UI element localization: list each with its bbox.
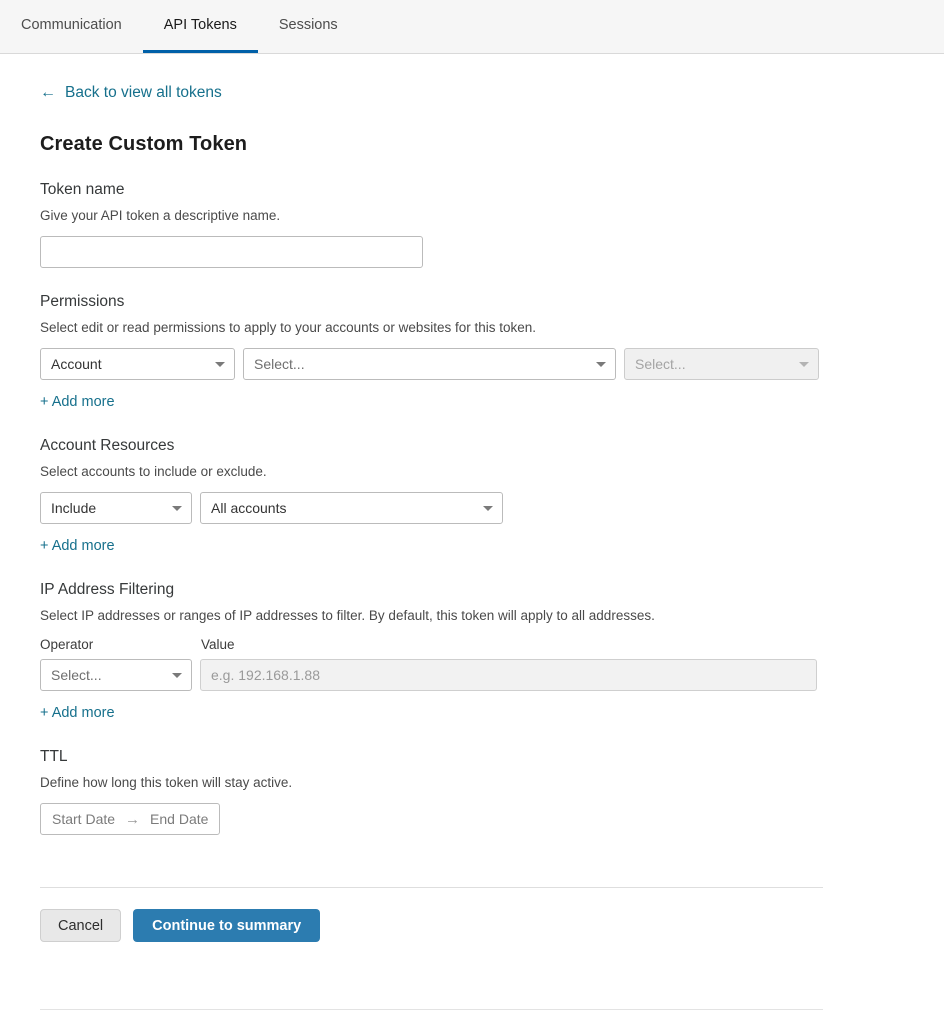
arrow-left-icon: ← (40, 84, 56, 101)
back-to-tokens-link[interactable] (40, 84, 222, 102)
section-token-name (40, 181, 904, 268)
permission-resource-select[interactable] (243, 348, 616, 380)
ip-value-input[interactable] (200, 659, 817, 691)
account-resources-accounts-value: All accounts (211, 500, 287, 516)
permission-resource-value: Select... (254, 356, 305, 372)
tab-api-tokens-label: API Tokens (163, 17, 237, 33)
tab-communication[interactable] (0, 0, 143, 53)
bottom-divider (40, 1009, 823, 1010)
tab-communication-label: Communication (21, 17, 122, 33)
section-permissions (40, 293, 904, 411)
chevron-down-icon (215, 362, 225, 367)
account-resources-description: Select accounts to include or exclude. (40, 464, 267, 479)
permissions-add-more-label: + Add more (40, 394, 115, 410)
account-resources-accounts-select[interactable] (200, 492, 503, 524)
permission-scope-select[interactable] (40, 348, 235, 380)
permissions-label: Permissions (40, 293, 125, 310)
ttl-end-date[interactable]: End Date (150, 811, 209, 827)
account-resources-mode-select[interactable] (40, 492, 192, 524)
tab-api-tokens[interactable] (143, 0, 258, 53)
ip-filtering-row (40, 659, 904, 691)
ttl-label: TTL (40, 748, 68, 765)
form-divider (40, 887, 823, 888)
chevron-down-icon (483, 506, 493, 511)
token-name-input[interactable] (40, 236, 423, 268)
account-resources-mode-value: Include (51, 500, 97, 516)
chevron-down-icon (596, 362, 606, 367)
page-title: Create Custom Token (40, 133, 248, 155)
chevron-down-icon (172, 673, 182, 678)
permissions-row (40, 348, 904, 380)
ttl-description: Define how long this token will stay active. (40, 775, 293, 790)
ip-filtering-description: Select IP addresses or ranges of IP addresses to filter. By default, this token will apply to all addresses. (40, 608, 655, 623)
ip-operator-value: Select... (51, 667, 102, 683)
token-name-label: Token name (40, 181, 125, 198)
ip-operator-select[interactable] (40, 659, 192, 691)
permission-access-select (624, 348, 819, 380)
section-ttl (40, 748, 904, 835)
ttl-start-date[interactable]: Start Date (52, 811, 116, 827)
chevron-down-icon (799, 362, 809, 367)
tab-sessions[interactable] (258, 0, 359, 53)
ttl-date-range-picker[interactable] (40, 803, 220, 835)
permission-scope-value: Account (51, 356, 102, 372)
section-account-resources (40, 437, 904, 555)
chevron-down-icon (172, 506, 182, 511)
account-resources-row (40, 492, 904, 524)
account-resources-add-more-button[interactable] (40, 538, 115, 554)
continue-to-summary-button[interactable]: Continue to summary (133, 909, 320, 942)
account-resources-add-more-label: + Add more (40, 538, 115, 554)
token-name-description: Give your API token a descriptive name. (40, 208, 281, 223)
permissions-add-more-button[interactable] (40, 394, 115, 410)
ip-filtering-label: IP Address Filtering (40, 581, 175, 598)
form-actions (40, 909, 904, 942)
ip-filtering-field-labels (40, 637, 904, 652)
permissions-description: Select edit or read permissions to apply to your accounts or websites for this token. (40, 320, 536, 335)
arrow-right-icon: → (125, 810, 141, 828)
account-resources-label: Account Resources (40, 437, 175, 454)
tab-sessions-label: Sessions (278, 17, 338, 33)
back-to-tokens-label: Back to view all tokens (65, 84, 222, 101)
ip-filtering-add-more-label: + Add more (40, 705, 115, 721)
tab-bar (0, 0, 944, 54)
ip-value-label: Value (201, 637, 235, 652)
cancel-button[interactable]: Cancel (40, 909, 121, 942)
ip-operator-label: Operator (40, 637, 94, 652)
ip-filtering-add-more-button[interactable] (40, 705, 115, 721)
main-content (0, 54, 944, 942)
section-ip-filtering (40, 581, 904, 722)
permission-access-value: Select... (635, 356, 686, 372)
